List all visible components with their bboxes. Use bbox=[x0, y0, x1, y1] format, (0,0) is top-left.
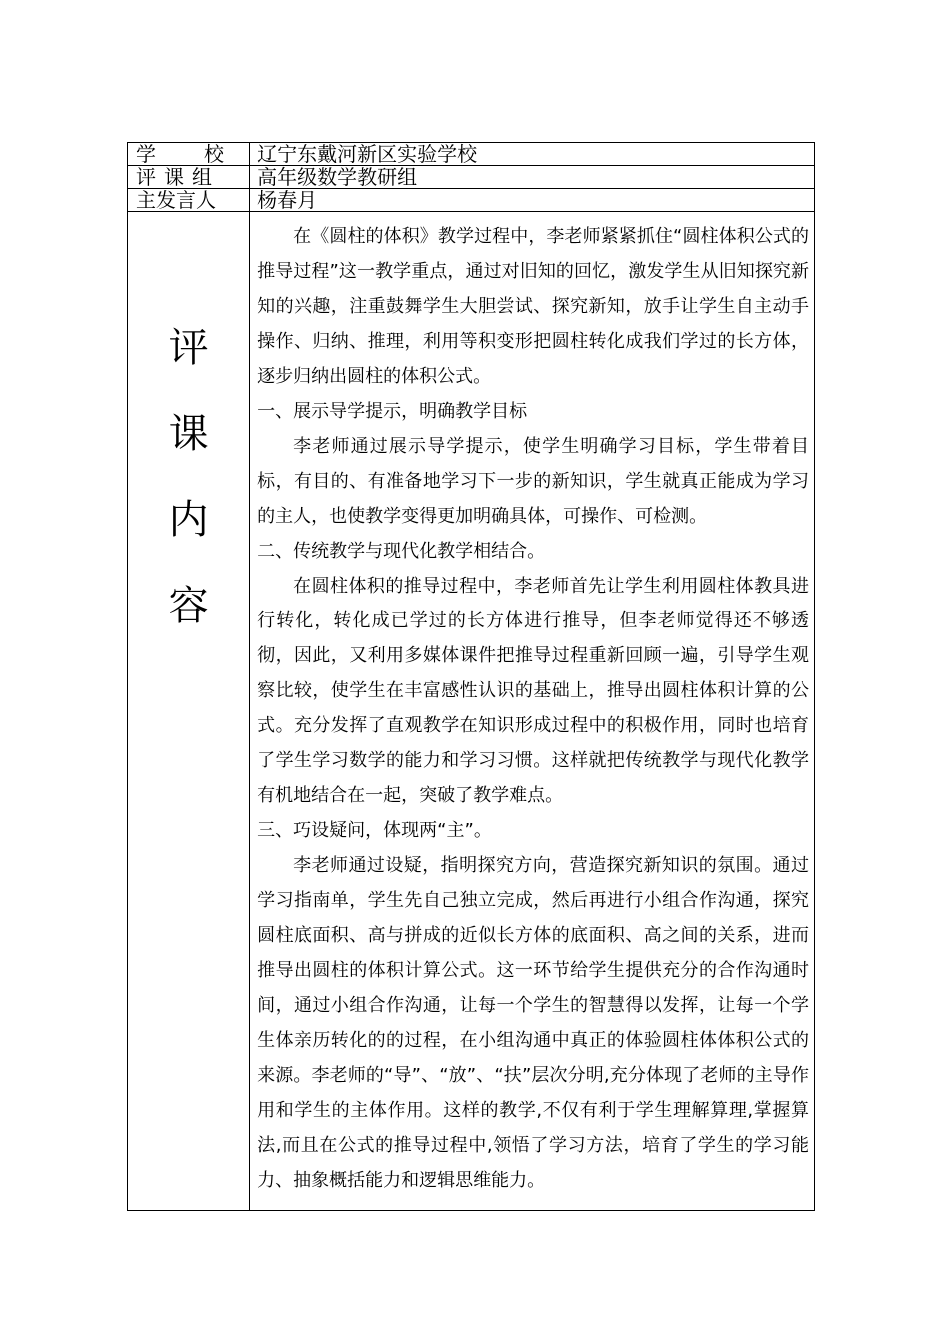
school-label-char-1: 学 bbox=[136, 142, 156, 166]
school-value: 辽宁东戴河新区实验学校 bbox=[250, 143, 815, 166]
school-label-cell bbox=[128, 143, 250, 166]
side-title-cell bbox=[128, 212, 250, 1211]
group-label-cell bbox=[128, 166, 250, 189]
group-label: 评课组 bbox=[136, 165, 220, 189]
content-row bbox=[128, 212, 815, 1211]
speaker-label: 主发言人 bbox=[136, 188, 216, 212]
speaker-value: 杨春月 bbox=[250, 189, 815, 212]
evaluation-form-table bbox=[127, 142, 815, 1211]
section1-heading: 一、展示导学提示，明确教学目标 bbox=[257, 400, 528, 422]
group-value: 高年级数学教研组 bbox=[250, 166, 815, 189]
side-title-char-3: 内 bbox=[168, 497, 209, 543]
school-label-char-2: 校 bbox=[204, 142, 224, 166]
group-row bbox=[128, 166, 815, 189]
side-title-char-2: 课 bbox=[168, 411, 209, 457]
speaker-label-cell bbox=[128, 189, 250, 212]
section2-heading: 二、传统教学与现代化教学相结合。 bbox=[257, 540, 546, 562]
school-row bbox=[128, 143, 815, 166]
section3-paragraph: 李老师通过设疑，指明探究方向，营造探究新知识的氛围。通过学习指南单，学生先自己独立完成，然后再进行小组合作沟通，探究圆柱底面积、高与拼成的近似长方体的底面积、高之间的关系，进而推导出圆柱的体积计算公式。这一环节给学生提供充分的合作沟通时间，通过小组合作沟通，让每一个学生的智慧得以发挥，让每一个学生体亲历转化的的过程，在小组沟通中真正的体验圆柱体体积公式的来源。李老师的“导”、“放”、“扶”层次分明,充分体现了老师的主导作用和学生的主体作用。这样的教学,不仅有利于学生理解算理,掌握算法,而且在公式的推导过程中,领悟了学习方法，培育了学生的学习能力、抽象概括能力和逻辑思维能力。 bbox=[257, 855, 809, 1191]
side-title-char-4: 容 bbox=[168, 583, 209, 629]
side-title-char-1: 评 bbox=[168, 325, 209, 371]
section1-paragraph: 李老师通过展示导学提示，使学生明确学习目标，学生带着目标，有目的、有准备地学习下一步的新知识，学生就真正能成为学习的主人，也使教学变得更加明确具体，可操作、可检测。 bbox=[257, 435, 809, 527]
section2-paragraph: 在圆柱体积的推导过程中，李老师首先让学生利用圆柱体教具进行转化，转化成已学过的长方体进行推导，但李老师觉得还不够透彻，因此，又利用多媒体课件把推导过程重新回顾一遍，引导学生观察比较，使学生在丰富感性认识的基础上，推导出圆柱体积计算的公式。充分发挥了直观教学在知识形成过程中的积极作用，同时也培育了学生学习数学的能力和学习习惯。这样就把传统教学与现代化教学有机地结合在一起，突破了教学难点。 bbox=[257, 575, 809, 807]
intro-paragraph: 在《圆柱的体积》教学过程中，李老师紧紧抓住“圆柱体积公式的推导过程”这一教学重点，通过对旧知的回忆，激发学生从旧知探究新知的兴趣，注重鼓舞学生大胆尝试、探究新知，放手让学生自主动手操作、归纳、推理，利用等积变形把圆柱转化成我们学过的长方体，逐步归纳出圆柱的体积公式。 bbox=[257, 226, 809, 387]
section3-heading: 三、巧设疑问，体现两“主”。 bbox=[257, 820, 492, 842]
content-body bbox=[250, 212, 815, 1211]
speaker-row bbox=[128, 189, 815, 212]
side-title bbox=[128, 212, 249, 672]
